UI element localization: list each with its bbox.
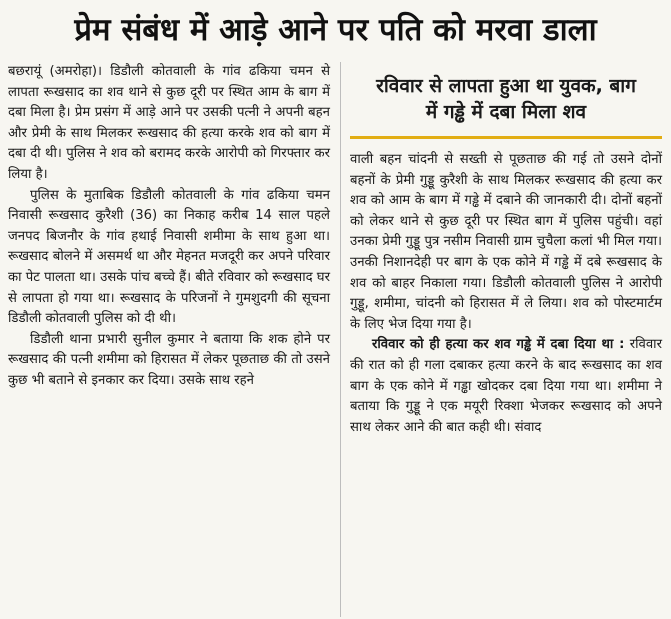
subheadline-line-2: में गड्ढे में दबा मिला शव [425, 101, 587, 123]
article-paragraph: वाली बहन चांदनी से सख्ती से पूछताछ की गई तो उसने दोनों बहनों के प्रेमी गुड्डू कुरैशी के साथ मिलकर रूखसाद की हत्या कर शव को आम के बाग में गड्ढे में दबाने की जानकारी दी। दोनों बहनों को लेकर थाने से कुछ दूरी पर स्थित बाग में पुलिस पहुंची। वहां उनका प्रेमी गुड्डू पुत्र नसीम निवासी ग्राम चुचैला कलां भी मिल गया। उनकी निशानदेही पर बाग के एक कोने में गड्ढे में दबे रूखसाद के शव को बाहर निकाला गया। डिडौली कोतवाली पुलिस ने आरोपी गुड्डू, शमीमा, चांदनी को हिरासत में ले लिया। शव को पोस्टमार्टम के लिए भेज दिया गया है। [350, 152, 662, 332]
headline: प्रेम संबंध में आड़े आने पर पति को मरवा डाला [74, 12, 597, 48]
section-body: रविवार की रात को ही गला दबाकर हत्या करने के बाद रूखसाद का शव बाग के एक कोने में गड्ढा खोदकर दबा दिया गया था। शमीमा ने बताया कि गुड्डू ने एक मयूरी रिक्शा भेजकर रूखसाद को अपने साथ लेकर आने की बात कही थी। संवाद [350, 337, 662, 435]
column-divider [340, 62, 341, 617]
subheadline-rule [350, 136, 662, 139]
subheadline [350, 64, 662, 134]
subheadline-line-1: रविवार से लापता हुआ था युवक, बाग [376, 75, 636, 97]
article-paragraph: बछरायूं (अमरोहा)। डिडौली कोतवाली के गांव ढकिया चमन से लापता रूखसाद का शव थाने से कुछ दूरी पर स्थित आम के बाग में दबा मिला है। प्रेम प्रसंग में आड़े आने पर उसकी पत्नी ने अपनी बहन और प्रेमी के साथ मिलकर रूखसाद की हत्या करके शव को बाग में दबा दी थी। पुलिस ने शव को बरामद करके आरोपी को गिरफ्तार कर लिया है। [8, 64, 330, 182]
article-right-column [350, 150, 662, 438]
section-lead: रविवार को ही हत्या कर शव गड्ढे में दबा दिया था : [372, 337, 625, 353]
article-paragraph: डिडौली थाना प्रभारी सुनील कुमार ने बताया कि शक होने पर रूखसाद की पत्नी शमीमा को हिरासत में लेकर पूछताछ की तो उसने कुछ भी बताने से इनकार कर दिया। उसके साथ रहने [8, 331, 330, 388]
article-paragraph [350, 335, 662, 438]
article-paragraph: पुलिस के मुताबिक डिडौली कोतवाली के गांव ढकिया चमन निवासी रूखसाद कुरैशी (36) का निकाह करीब 14 साल पहले जनपद बिजनौर के गांव हथाई निवासी शमीमा के साथ हुआ था। रूखसाद बोलने में असमर्थ था और मेहनत मजदूरी कर अपने परिवार का पेट पालता था। उसके पांच बच्चे हैं। बीते रविवार को रूखसाद घर से लापता हो गया था। रूखसाद के परिजनों ने गुमशुदगी की सूचना डिडौली कोतवाली पुलिस को दी थी। [8, 187, 330, 327]
article-left-column [8, 62, 330, 392]
